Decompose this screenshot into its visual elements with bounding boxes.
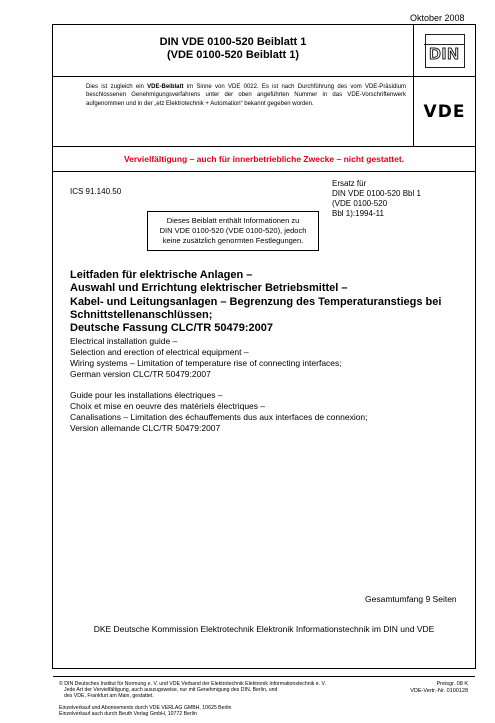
copyright-line3: des VDE, Frankfurt am Main, gestattet. xyxy=(64,693,154,700)
vde-notice-prefix: Dies ist zugleich ein xyxy=(86,84,148,90)
replacement-line1: Ersatz für xyxy=(332,179,367,188)
replacement-line2: DIN VDE 0100-520 Bbl 1 xyxy=(332,189,421,198)
title-english xyxy=(70,336,342,380)
vde-logo-cell xyxy=(414,77,475,147)
reproduction-notice: Vervielfältigung – auch für innerbetriebliche Zwecke – nicht gestattet. xyxy=(123,154,405,164)
standard-number-line2: (VDE 0100-520 Beiblatt 1) xyxy=(166,49,300,61)
vde-row xyxy=(53,77,475,147)
dke-commission: DKE Deutsche Kommission Elektrotechnik Elektronik Informationstechnik im DIN und VDE xyxy=(93,624,435,634)
copyright-line2: Jede Art der Vervielfältigung, auch auszugsweise, nur mit Genehmigung des DIN, Berlin, und xyxy=(64,687,278,694)
din-logo-text: DIN xyxy=(429,45,460,63)
total-pages: Gesamtumfang 9 Seiten xyxy=(365,594,457,604)
replacement-line3: (VDE 0100-520 xyxy=(332,199,388,208)
order-number: VDE-Vertr.-Nr. 0100128 xyxy=(410,687,468,694)
title-french-line2: Choix et mise en oeuvre des matériels électriques – xyxy=(70,401,266,411)
title-english-line1: Electrical installation guide – xyxy=(70,336,178,346)
replacement-info xyxy=(332,179,421,219)
title-english-line4: German version CLC/TR 50479:2007 xyxy=(70,369,211,379)
copyright-notice xyxy=(59,681,389,700)
title-french xyxy=(70,390,368,434)
info-box-line1: Dieses Beiblatt enthält Informationen zu xyxy=(166,216,300,225)
vde-logo: VDE xyxy=(423,101,466,122)
title-german-line2: Auswahl und Errichtung elektrischer Betriebsmittel – xyxy=(70,282,348,295)
info-box-line2: DIN VDE 0100-520 (VDE 0100-520), jedoch xyxy=(159,226,307,235)
title-german xyxy=(70,269,470,335)
copyright-line1: © DIN Deutsches Institut für Normung e. V. und VDE Verband der Elektrotechnik Elektronik Informationstechnik e. V. xyxy=(59,681,326,687)
sales-line1: Einzelverkauf und Abonnements durch VDE VERLAG GMBH, 10625 Berlin xyxy=(59,705,232,711)
ics-code: ICS 91.140.50 xyxy=(70,187,122,196)
vde-notice-bold: VDE-Beiblatt xyxy=(147,84,184,90)
divider xyxy=(53,171,475,172)
publication-date: Oktober 2008 xyxy=(410,13,465,23)
title-english-line2: Selection and erection of electrical equipment – xyxy=(70,347,249,357)
title-german-line4: Schnittstellenanschlüssen; xyxy=(70,308,213,321)
vde-notice-suffix: im Sinne von VDE 0022. Es ist nach Durchführung des vom VDE-Präsidium beschlossenen Genehmigungsverfahrens unter der oben angeführten Nummer in das VDE-Vorschriftenwerk aufgenommen und in der „etz Elektrotechnik + Automation“ bekannt gegeben worden. xyxy=(86,84,406,107)
standard-number xyxy=(53,25,414,77)
sales-info xyxy=(59,705,359,717)
price-group: Preisgr. 08 K xyxy=(436,681,468,687)
din-logo-cell xyxy=(414,25,475,77)
din-logo xyxy=(425,34,465,68)
title-french-line4: Version allemande CLC/TR 50479:2007 xyxy=(70,423,221,433)
title-french-line3: Canalisations – Limitation des échauffements dus aux interfaces de connexion; xyxy=(70,412,368,422)
title-english-line3: Wiring systems – Limitation of temperature rise of connecting interfaces; xyxy=(70,358,342,368)
price-info xyxy=(396,681,468,694)
header-row xyxy=(53,25,475,77)
replacement-line4: Bbl 1):1994-11 xyxy=(332,209,384,218)
title-german-line3: Kabel- und Leitungsanlagen – Begrenzung des Temperaturanstiegs bei xyxy=(70,295,442,308)
title-french-line1: Guide pour les installations électriques – xyxy=(70,390,223,400)
title-german-line1: Leitfaden für elektrische Anlagen – xyxy=(70,269,253,281)
info-box-line3: keine zusätzlich genormten Festlegungen. xyxy=(162,236,304,245)
standard-number-line1: DIN VDE 0100-520 Beiblatt 1 xyxy=(159,36,307,48)
vde-notice xyxy=(53,77,414,147)
sales-line2: Einzelverkauf auch durch Beuth Verlag GmbH, 10772 Berlin xyxy=(59,711,197,718)
title-german-line5: Deutsche Fassung CLC/TR 50479:2007 xyxy=(70,322,273,335)
info-box xyxy=(147,211,319,251)
